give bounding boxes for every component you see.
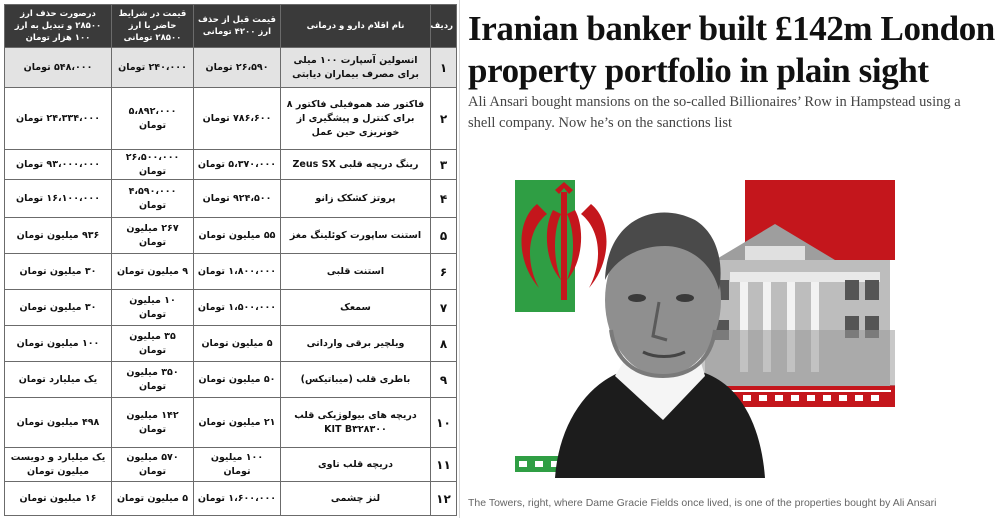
cell-price-now: ۳۵۰ میلیون تومان: [112, 362, 194, 398]
cell-price-now: ۲۴۰،۰۰۰ تومان: [112, 48, 194, 88]
table-row: [5, 180, 457, 218]
cell-price-before: ۹۲۴،۵۰۰ تومان: [194, 180, 281, 218]
cell-item-name: دریچه قلب تاوی: [281, 448, 431, 482]
article-photo: [515, 180, 895, 478]
table-row: [5, 88, 457, 150]
cell-price-before: ۷۸۶،۶۰۰ تومان: [194, 88, 281, 150]
header-price-now: قیمت در شرایط حاضر با ارز ۲۸۵۰۰ تومانی: [112, 5, 194, 48]
table-row: [5, 398, 457, 448]
article-panel: [460, 0, 995, 518]
cell-row-number: ۵: [431, 218, 457, 254]
article-standfirst: [468, 92, 961, 134]
header-item-name: نام اقلام دارو و درمانی: [281, 5, 431, 48]
cell-price-before: ۵۵ میلیون تومان: [194, 218, 281, 254]
cell-item-name: ویلچیر برقی وارداتی: [281, 326, 431, 362]
cell-item-name: دریچه های بیولوژیکی قلب KIT B۳۲۸۳۰۰: [281, 398, 431, 448]
cell-price-now: ۴،۵۹۰،۰۰۰ تومان: [112, 180, 194, 218]
standfirst-line-2: shell company. Now he’s on the sanctions list: [468, 115, 733, 131]
cell-row-number: ۱۱: [431, 448, 457, 482]
cell-item-name: باطری قلب (میباتیکس): [281, 362, 431, 398]
table-row: [5, 48, 457, 88]
cell-row-number: ۱: [431, 48, 457, 88]
cell-row-number: ۴: [431, 180, 457, 218]
cell-price-now: ۹ میلیون تومان: [112, 254, 194, 290]
cell-price-now: ۱۴۲ میلیون تومان: [112, 398, 194, 448]
cell-price-before: ۱۰۰ میلیون تومان: [194, 448, 281, 482]
cell-item-name: انسولین آسپارت ۱۰۰ میلی برای مصرف بیماران دیابتی: [281, 48, 431, 88]
price-table-panel: [0, 0, 460, 518]
cell-item-name: سمعک: [281, 290, 431, 326]
cell-price-before: ۱،۶۰۰،۰۰۰ تومان: [194, 482, 281, 516]
cell-price-before: ۱،۸۰۰،۰۰۰ تومان: [194, 254, 281, 290]
cell-row-number: ۱۰: [431, 398, 457, 448]
cell-price-after: ۱۰۰ میلیون تومان: [5, 326, 112, 362]
table-row: [5, 290, 457, 326]
cell-price-before: ۵ میلیون تومان: [194, 326, 281, 362]
cell-price-now: ۲۶۷ میلیون تومان: [112, 218, 194, 254]
headline-line-2: property portfolio in plain sight: [468, 51, 929, 90]
table-header-row: [5, 5, 457, 48]
header-row-number: ردیف: [431, 5, 457, 48]
cell-row-number: ۹: [431, 362, 457, 398]
cell-price-after: یک میلیارد و دویست میلیون تومان: [5, 448, 112, 482]
photo-collage: [515, 180, 895, 478]
cell-price-after: ۵۴۸،۰۰۰ تومان: [5, 48, 112, 88]
table-row: [5, 362, 457, 398]
cell-price-now: ۵،۸۹۲،۰۰۰ تومان: [112, 88, 194, 150]
cell-price-after: ۱۶ میلیون تومان: [5, 482, 112, 516]
cell-item-name: لنز چشمی: [281, 482, 431, 516]
cell-row-number: ۸: [431, 326, 457, 362]
cell-price-now: ۵۷۰ میلیون تومان: [112, 448, 194, 482]
table-row: [5, 326, 457, 362]
article-headline: [468, 8, 995, 92]
cell-price-before: ۵۰ میلیون تومان: [194, 362, 281, 398]
standfirst-line-1: Ali Ansari bought mansions on the so-called Billionaires’ Row in Hampstead using a: [468, 94, 961, 110]
table-row: [5, 218, 457, 254]
table-row: [5, 482, 457, 516]
cell-row-number: ۳: [431, 150, 457, 180]
cell-price-after: ۳۰ میلیون تومان: [5, 290, 112, 326]
header-price-after: درصورت حذف ارز ۲۸۵۰۰ و تبدیل به ارز ۱۰۰ هزار تومان: [5, 5, 112, 48]
photo-caption: The Towers, right, where Dame Gracie Fields once lived, is one of the properties bought by Ali Ansari: [468, 497, 937, 509]
cell-price-before: ۵،۳۷۰،۰۰۰ تومان: [194, 150, 281, 180]
cell-price-before: ۲۶،۵۹۰ تومان: [194, 48, 281, 88]
cell-price-now: ۳۵ میلیون تومان: [112, 326, 194, 362]
table-row: [5, 448, 457, 482]
cell-price-after: ۹۳،۰۰۰،۰۰۰ تومان: [5, 150, 112, 180]
cell-price-after: ۹۳۶ میلیون تومان: [5, 218, 112, 254]
cell-price-after: یک میلیارد تومان: [5, 362, 112, 398]
cell-row-number: ۱۲: [431, 482, 457, 516]
cell-price-now: ۱۰ میلیون تومان: [112, 290, 194, 326]
cell-item-name: استنت ساپورت کوئلینگ مغز: [281, 218, 431, 254]
cell-item-name: فاکتور ضد هموفیلی فاکتور ۸ برای کنترل و پیشگیری از خونریزی حین عمل: [281, 88, 431, 150]
cell-price-after: ۴۹۸ میلیون تومان: [5, 398, 112, 448]
cell-row-number: ۲: [431, 88, 457, 150]
cell-price-after: ۱۶،۱۰۰،۰۰۰ تومان: [5, 180, 112, 218]
cell-item-name: استنت قلبی: [281, 254, 431, 290]
table-row: [5, 254, 457, 290]
cell-price-now: ۲۶،۵۰۰،۰۰۰ تومان: [112, 150, 194, 180]
header-price-before: قیمت قبل از حذف ارز ۴۲۰۰ تومانی: [194, 5, 281, 48]
cell-price-before: ۲۱ میلیون تومان: [194, 398, 281, 448]
cell-item-name: رینگ دریچه قلبی Zeus SX: [281, 150, 431, 180]
cell-row-number: ۷: [431, 290, 457, 326]
cell-price-after: ۲۴،۳۳۴،۰۰۰ تومان: [5, 88, 112, 150]
cell-price-after: ۳۰ میلیون تومان: [5, 254, 112, 290]
cell-price-now: ۵ میلیون تومان: [112, 482, 194, 516]
cell-item-name: پروتز کشکک زانو: [281, 180, 431, 218]
headline-line-1: Iranian banker built £142m London: [468, 9, 995, 48]
table-row: [5, 150, 457, 180]
medicine-price-table: [4, 4, 457, 516]
cell-row-number: ۶: [431, 254, 457, 290]
cell-price-before: ۱،۵۰۰،۰۰۰ تومان: [194, 290, 281, 326]
